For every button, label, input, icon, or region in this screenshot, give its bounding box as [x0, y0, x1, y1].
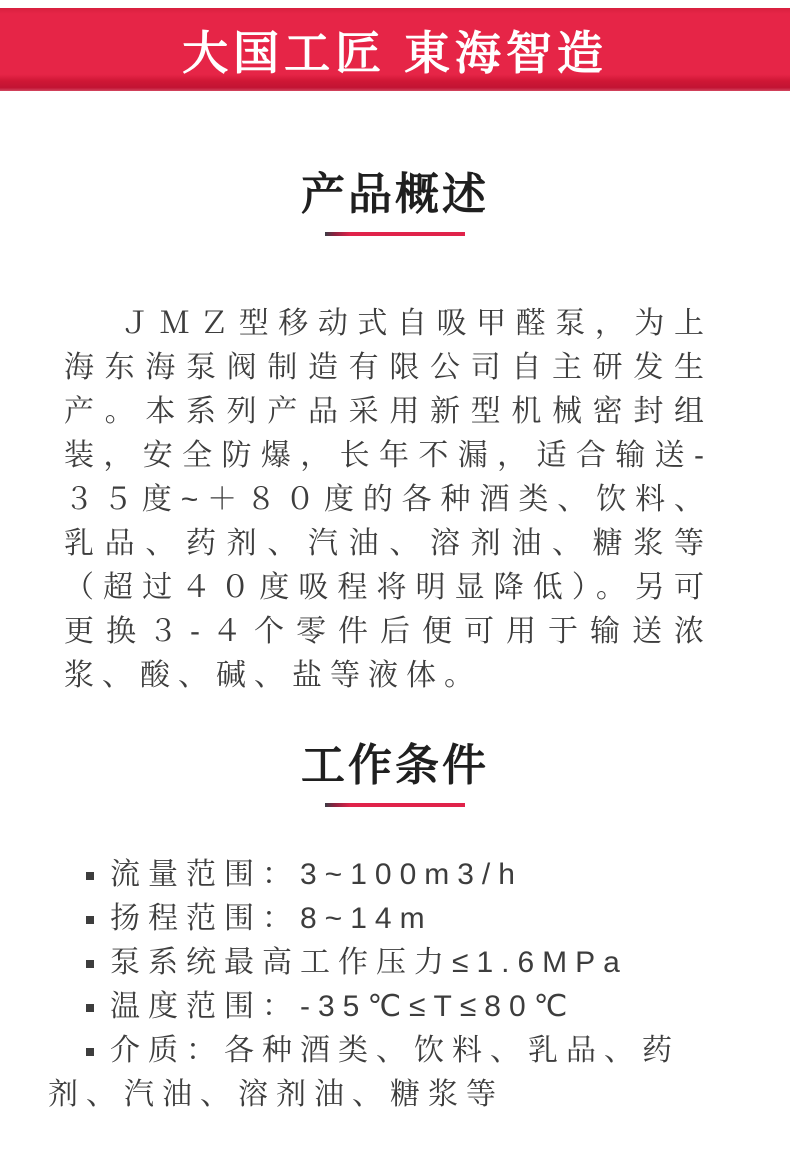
list-item-head-range — [48, 897, 734, 941]
spec-text: 扬程范围：8~14m — [110, 902, 433, 935]
list-item-max-pressure — [48, 941, 734, 985]
section-title-overview: 产品概述 — [301, 170, 489, 219]
bullet-icon — [86, 872, 94, 880]
spec-list — [48, 853, 734, 1117]
spec-text: 泵系统最高工作压力≤1.6MPa — [110, 946, 628, 979]
spec-text: 流量范围：3~100m3/h — [110, 858, 523, 891]
section-overview — [0, 170, 790, 698]
conditions-header — [0, 741, 790, 807]
bullet-icon — [86, 1048, 94, 1056]
spec-text: 温度范围：-35℃≤T≤80℃ — [110, 990, 576, 1023]
overview-paragraph: ＪＭＺ型移动式自吸甲醛泵，为上海东海泵阀制造有限公司自主研发生产。本系列产品采用新型机械密封组装，安全防爆，长年不漏，适合输送-３５度~＋８０度的各种酒类、饮料、乳品、药剂、汽油、溶剂油、糖浆等（超过４０度吸程将明显降低）。另可更换３-４个零件后便可用于输送浓浆、酸、碱、盐等液体。 — [64, 307, 712, 692]
section-conditions — [0, 741, 790, 1117]
banner-title: 大国工匠 東海智造 — [182, 26, 608, 79]
title-underline — [325, 232, 465, 236]
list-item-media — [48, 1029, 734, 1117]
title-underline — [325, 803, 465, 807]
section-title-conditions: 工作条件 — [301, 741, 489, 790]
top-banner — [0, 8, 790, 91]
list-item-temperature-range — [48, 985, 734, 1029]
bullet-icon — [86, 1004, 94, 1012]
spec-text: 介质：各种酒类、饮料、乳品、药剂、汽油、溶剂油、糖浆等 — [48, 1034, 680, 1111]
overview-header — [0, 170, 790, 236]
bullet-icon — [86, 916, 94, 924]
bullet-icon — [86, 960, 94, 968]
list-item-flow-range — [48, 853, 734, 897]
